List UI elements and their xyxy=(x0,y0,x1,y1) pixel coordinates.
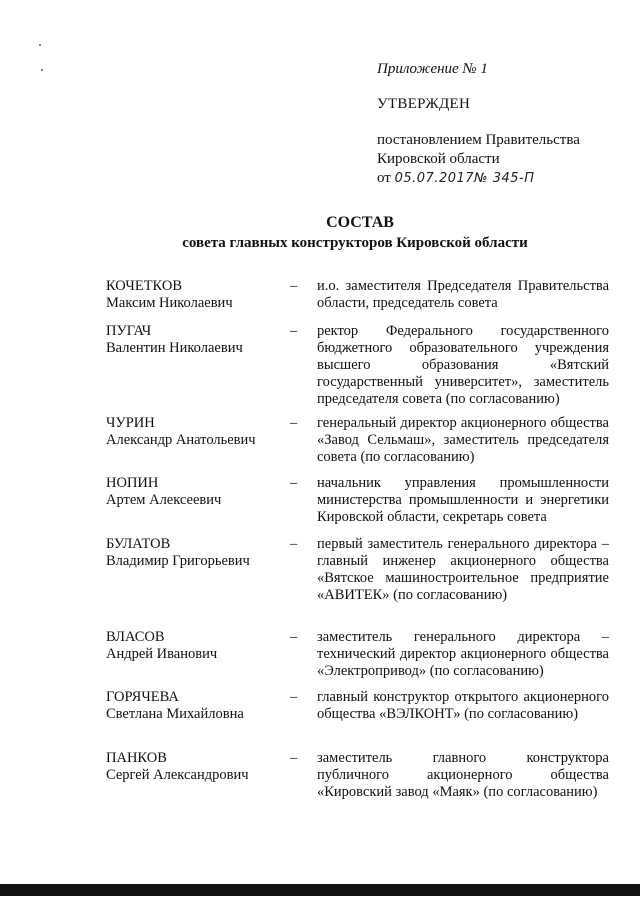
member-name xyxy=(106,689,286,723)
member-surname: ВЛАСОВ xyxy=(106,629,165,645)
decree-from-label: от xyxy=(377,170,391,186)
scan-edge-bar xyxy=(0,884,640,896)
member-dash: – xyxy=(290,415,298,431)
member-role: генеральный директор акционерного общества «Завод Сельмаш», заместитель председателя совета (по согласованию) xyxy=(317,415,609,465)
member-name xyxy=(106,278,286,312)
member-given-names: Артем Алексеевич xyxy=(106,492,222,508)
member-dash: – xyxy=(290,689,298,705)
document-title xyxy=(0,213,640,253)
member-name xyxy=(106,323,286,357)
decree-handwritten-date-number: 05.07.2017№ 345-П xyxy=(394,171,535,186)
member-surname: ЧУРИН xyxy=(106,415,155,431)
decree-line-1: постановлением Правительства xyxy=(377,132,580,148)
member-given-names: Владимир Григорьевич xyxy=(106,553,250,569)
member-name xyxy=(106,536,286,570)
member-given-names: Андрей Иванович xyxy=(106,646,218,662)
member-dash: – xyxy=(290,323,298,339)
member-given-names: Александр Анатольевич xyxy=(106,432,256,448)
member-given-names: Светлана Михайловна xyxy=(106,706,244,722)
member-surname: ГОРЯЧЕВА xyxy=(106,689,179,705)
member-dash: – xyxy=(290,629,298,645)
approved-label: УТВЕРЖДЕН xyxy=(377,96,471,112)
member-surname: НОПИН xyxy=(106,475,159,491)
member-dash: – xyxy=(290,536,298,552)
member-role: главный конструктор открытого акционерного общества «ВЭЛКОНТ» (по согласованию) xyxy=(317,689,609,722)
appendix-label: Приложение № 1 xyxy=(377,61,488,77)
title-line-1: СОСТАВ xyxy=(326,214,394,231)
member-dash: – xyxy=(290,278,298,294)
member-role: заместитель главного конструктора публичного акционерного общества «Кировский завод «Маяк» (по согласованию) xyxy=(317,750,609,800)
member-role: заместитель генерального директора – технический директор акционерного общества «Электропривод» (по согласованию) xyxy=(317,629,609,679)
member-surname: ПУГАЧ xyxy=(106,323,152,339)
member-role: и.о. заместителя Председателя Правительства области, председатель совета xyxy=(317,278,609,311)
member-given-names: Сергей Александрович xyxy=(106,767,249,783)
member-name xyxy=(106,415,286,449)
member-surname: КОЧЕТКОВ xyxy=(106,278,183,294)
member-role: первый заместитель генерального директора – главный инженер акционерного общества «Вятское машиностроительное предприятие «АВИТЕК» (по согласованию) xyxy=(317,536,609,603)
member-surname: ПАНКОВ xyxy=(106,750,167,766)
member-dash: – xyxy=(290,475,298,491)
scan-speck xyxy=(41,69,43,71)
member-surname: БУЛАТОВ xyxy=(106,536,171,552)
member-dash: – xyxy=(290,750,298,766)
scan-speck xyxy=(39,44,41,46)
title-line-2: совета главных конструкторов Кировской области xyxy=(182,235,528,251)
member-given-names: Максим Николаевич xyxy=(106,295,233,311)
decree-date-line xyxy=(377,169,627,188)
member-given-names: Валентин Николаевич xyxy=(106,340,243,356)
member-role: ректор Федерального государственного бюджетного образовательного учреждения высшего образования «Вятский государственный университет», заместитель председателя совета (по согласованию) xyxy=(317,323,609,407)
member-name xyxy=(106,750,286,784)
member-role: начальник управления промышленности министерства промышленности и энергетики Кировской области, секретарь совета xyxy=(317,475,609,525)
approval-block xyxy=(377,60,627,188)
decree-line-2: Кировской области xyxy=(377,151,500,167)
member-name xyxy=(106,475,286,509)
member-name xyxy=(106,629,286,663)
